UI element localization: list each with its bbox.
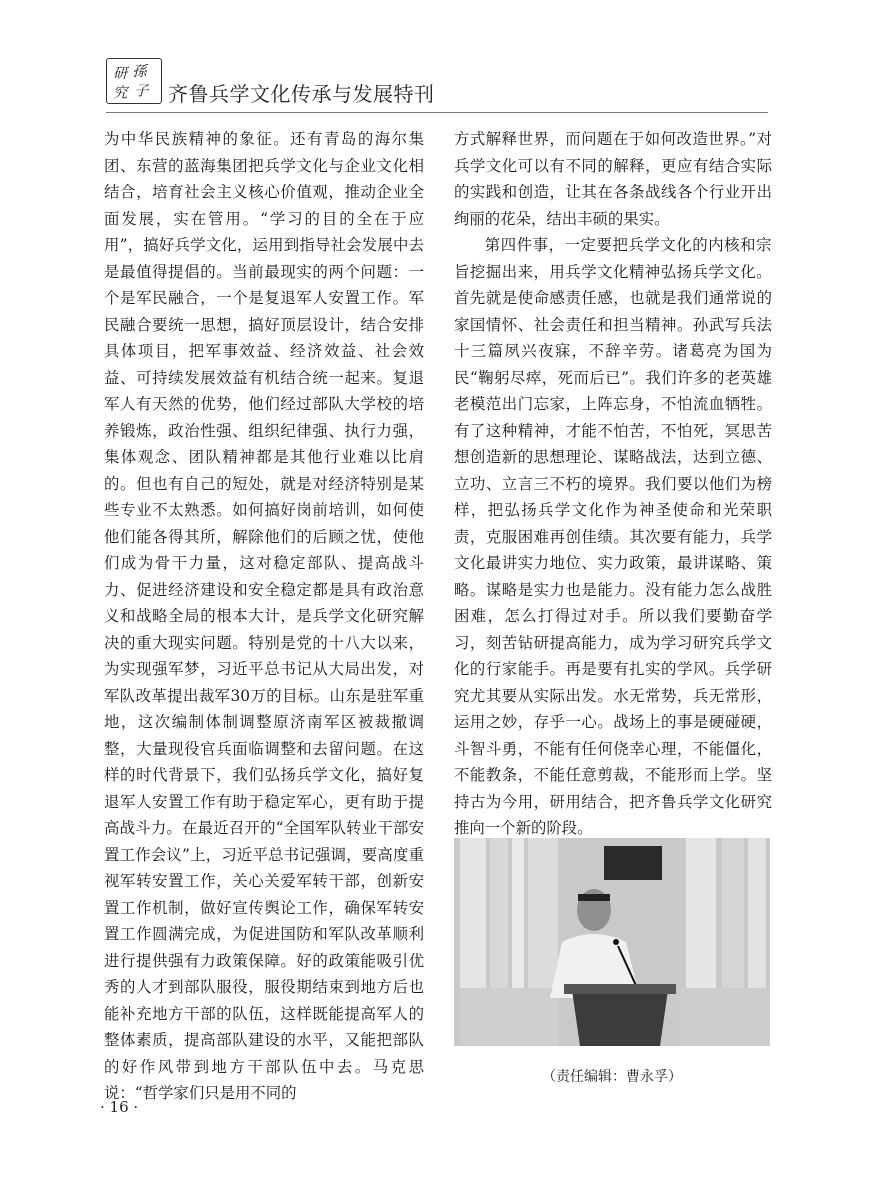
editor-credit: （责任编辑：曹永孚） — [542, 1069, 682, 1085]
left-column — [104, 126, 424, 1107]
svg-text:孫: 孫 — [132, 64, 147, 81]
svg-text:子: 子 — [134, 83, 149, 100]
body-paragraph: 方式解释世界，而问题在于如何改造世界。”对兵学文化可以有不同的解释，更应有结合实际的实践和创造，让其在各条战线各个行业开出绚丽的花朵，结出丰硕的果实。 — [454, 130, 772, 228]
svg-text:研: 研 — [112, 66, 128, 83]
right-column — [454, 126, 772, 842]
speaker-photo — [454, 838, 770, 1046]
journal-logo-icon — [107, 59, 161, 103]
page-number: · 16 · — [100, 1098, 139, 1116]
body-paragraph: 为中华民族精神的象征。还有青岛的海尔集团、东营的蓝海集团把兵学文化与企业文化相结合，培育社会主义核心价值观，推动企业全面发展，实在管用。“学习的目的全在于应用”，搞好兵学文化，运用到指导社会发展中去是最值得提倡的。当前最现实的两个问题：一个是军民融合，一个是复退军人安置工作。军民融合要统一思想，搞好顶层设计，结合安排具体项目，把军事效益、经济效益、社会效益、可持续发展效益有机结合统一起来。复退军人有天然的优势，他们经过部队大学校的培养锻炼，政治性强、组织纪律强、执行力强，集体观念、团队精神都是其他行业难以比肩的。但也有自己的短处，就是对经济特别是某些专业不太熟悉。如何搞好岗前培训，如何使他们能各得其所，解除他们的后顾之忧，使他们成为骨干力量，这对稳定部队、提高战斗力、促进经济建设和安全稳定都是具有政治意义和战略全局的根本大计，是兵学文化研究解决的重大现实问题。特别是党的十八大以来，为实现强军梦，习近平总书记从大局出发，对军队改革提出裁军30万的目标。山东是驻军重地，这次编制体制调整原济南军区被裁撤调整，大量现役官兵面临调整和去留问题。在这样的时代背景下，我们弘扬兵学文化，搞好复退军人安置工作有助于稳定军心，更有助于提高战斗力。在最近召开的“全国军队转业干部安置工作会议”上，习近平总书记强调，要高度重视军转安置工作，关心关爱军转干部，创新安置工作机制，做好宣传舆论工作，确保军转安置工作圆满完成，为促进国防和军队改革顺利进行提供强有力政策保障。好的政策能吸引优秀的人才到部队服役，服役期结束到地方后也能补充地方干部的队伍，这样既能提高军人的整体素质，提高部队建设的水平，又能把部队的好作风带到地方干部队伍中去。马克思说：“哲学家们只是用不同的 — [104, 130, 424, 1102]
journal-title: 齐鲁兵学文化传承与发展特刊 — [168, 82, 435, 106]
svg-text:究: 究 — [112, 85, 128, 102]
header-divider — [106, 112, 768, 113]
section-lead-emphasis: 第四件事，一定要把兵学文化的内核和宗旨挖掘出来，用兵学文化精神弘扬兵学文化。 — [454, 236, 772, 281]
speaker-at-podium-icon — [454, 838, 770, 1046]
section-body-text: 首先就是使命感责任感，也就是我们通常说的家国情怀、社会责任和担当精神。孙武写兵法十三篇夙兴夜寐，不辞辛劳。诸葛亮为国为民“鞠躬尽瘁，死而后已”。我们许多的老英雄老模范出门忘家，上阵忘身，不怕流血牺牲。有了这种精神，才能不怕苦，不怕死，冥思苦想创造新的思想理论、谋略战法，达到立德、立功、立言三不朽的境界。我们要以他们为榜样，把弘扬兵学文化作为神圣使命和光荣职责，克服困难再创佳绩。其次要有能力，兵学文化最讲实力地位、实力政策，最讲谋略、策略。谋略是实力也是能力。没有能力怎么战胜困难，怎么打得过对手。所以我们要勤奋学习，刻苦钻研提高能力，成为学习研究兵学文化的行家能手。再是要有扎实的学风。兵学研究尤其要从实际出发。水无常势，兵无常形，运用之妙，存乎一心。战场上的事是硬碰硬，斗智斗勇，不能有任何侥幸心理，不能僵化，不能教条，不能任意剪裁，不能形而上学。坚持古为今用，研用结合，把齐鲁兵学文化研究推向一个新的阶段。 — [454, 289, 772, 837]
body-paragraph-section — [454, 232, 772, 842]
journal-logo — [106, 58, 162, 104]
